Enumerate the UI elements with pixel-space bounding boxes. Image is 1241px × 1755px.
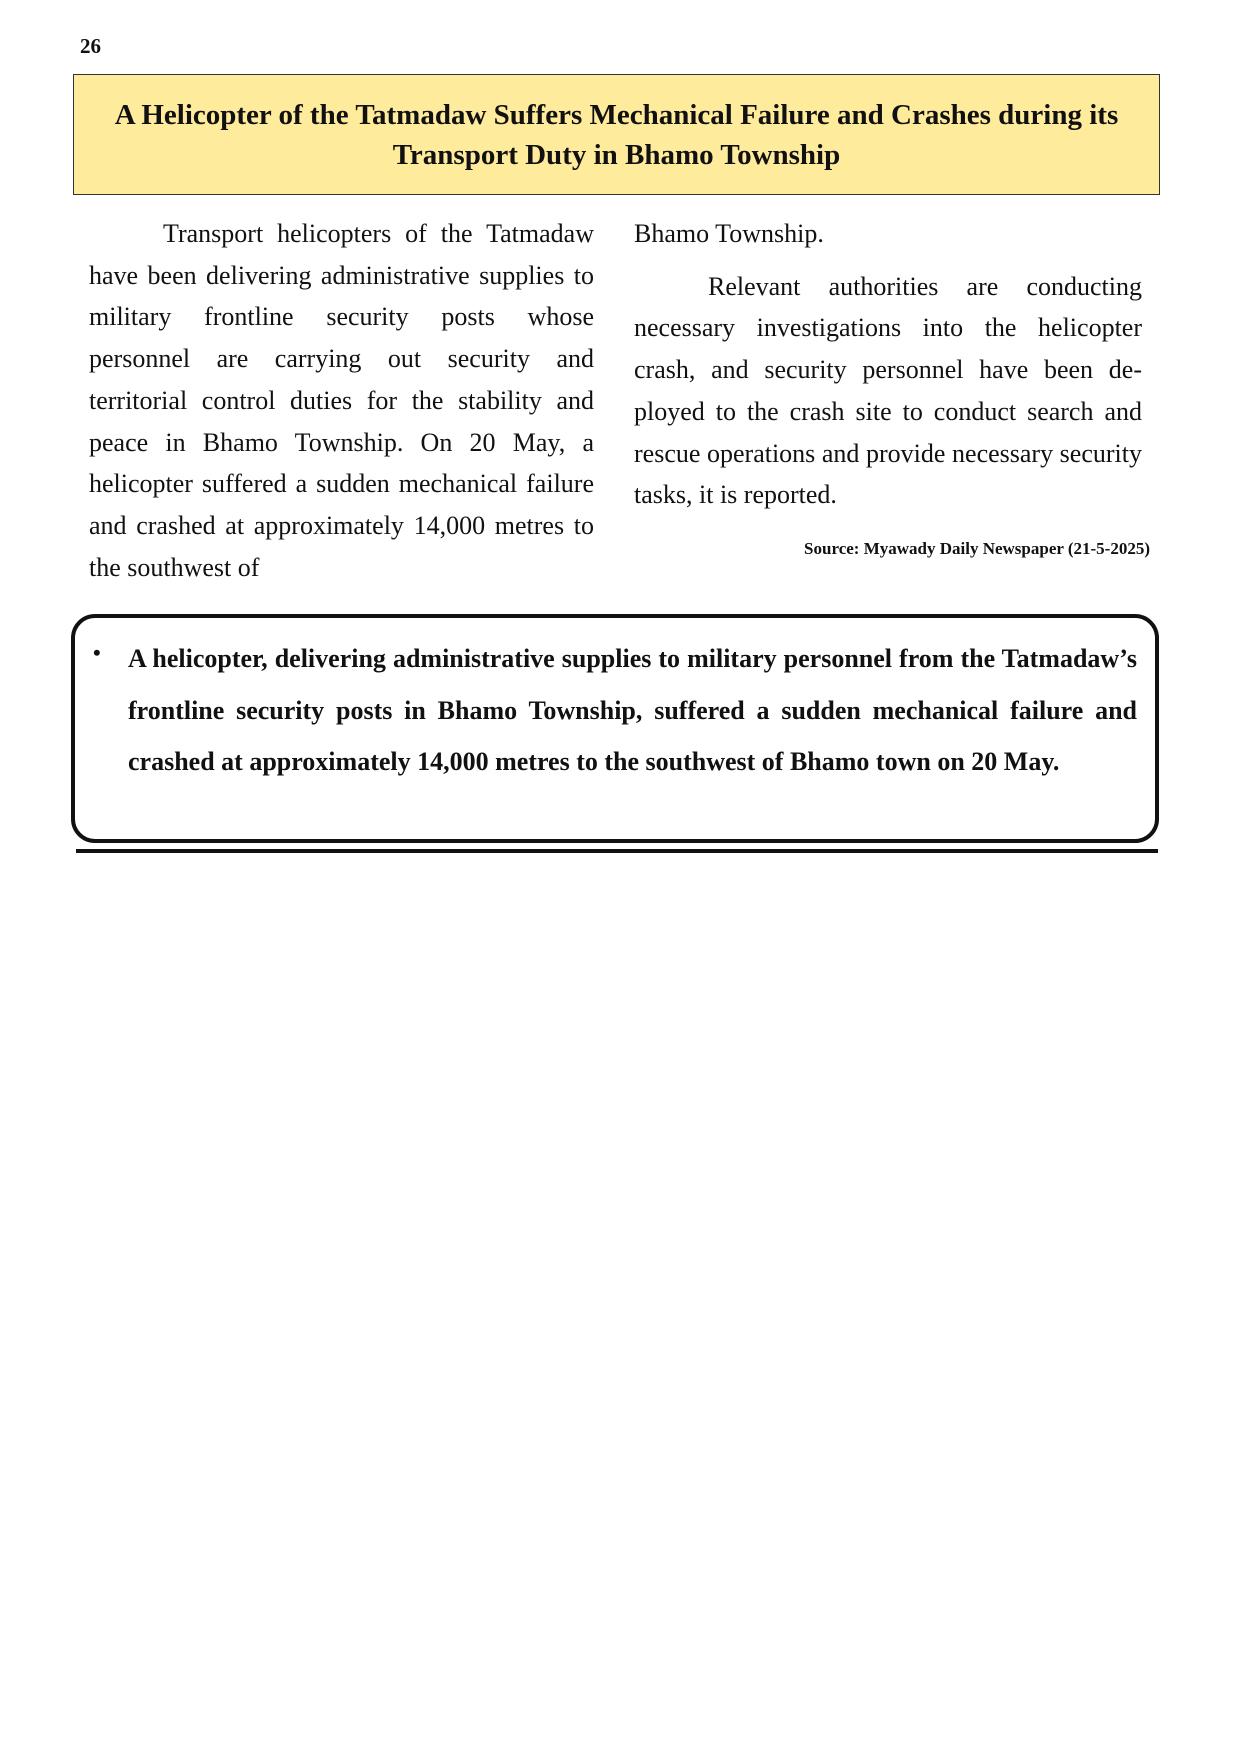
bottom-rule [76, 849, 1158, 853]
article-column-right [634, 213, 1150, 560]
article-paragraph-1-left: Transport helicopters of the Tatmadaw have been delivering administrative supplies to military frontline security posts whose personnel are carrying out security and territorial control duties for the stability and peace in Bhamo Township. On 20 May, a helicopter suffered a sudden mechanical failure and crashed at approximately 14,000 metres to the southwest of [89, 219, 594, 582]
article-paragraph-1-continued: Bhamo Township. [634, 219, 824, 248]
article-column-left [89, 213, 594, 588]
page-number: 26 [80, 34, 101, 58]
summary-box [71, 614, 1159, 843]
bullet-icon: • [93, 640, 101, 665]
headline: A Helicopter of the Tatmadaw Suffers Mechanical Failure and Crashes during its Transport Duty in Bhamo Township [114, 98, 1119, 171]
source-citation: Source: Myawady Daily Newspaper (21-5-2025) [804, 538, 1150, 558]
article-paragraph-2: Relevant authorities are conducting necessary investigations into the helicopter crash, and security personnel have been deployed to the crash site to conduct search and rescue operations and provide necessary security tasks, it is reported. [634, 271, 1142, 510]
summary-text: A helicopter, delivering administrative supplies to military personnel from the Tatmadaw’s frontline security posts in Bhamo Township, suffered a sudden mechanical failure and crashed at approximately 14,000 metres to the southwest of Bhamo town on 20 May. [128, 644, 1137, 776]
headline-box [73, 74, 1160, 195]
